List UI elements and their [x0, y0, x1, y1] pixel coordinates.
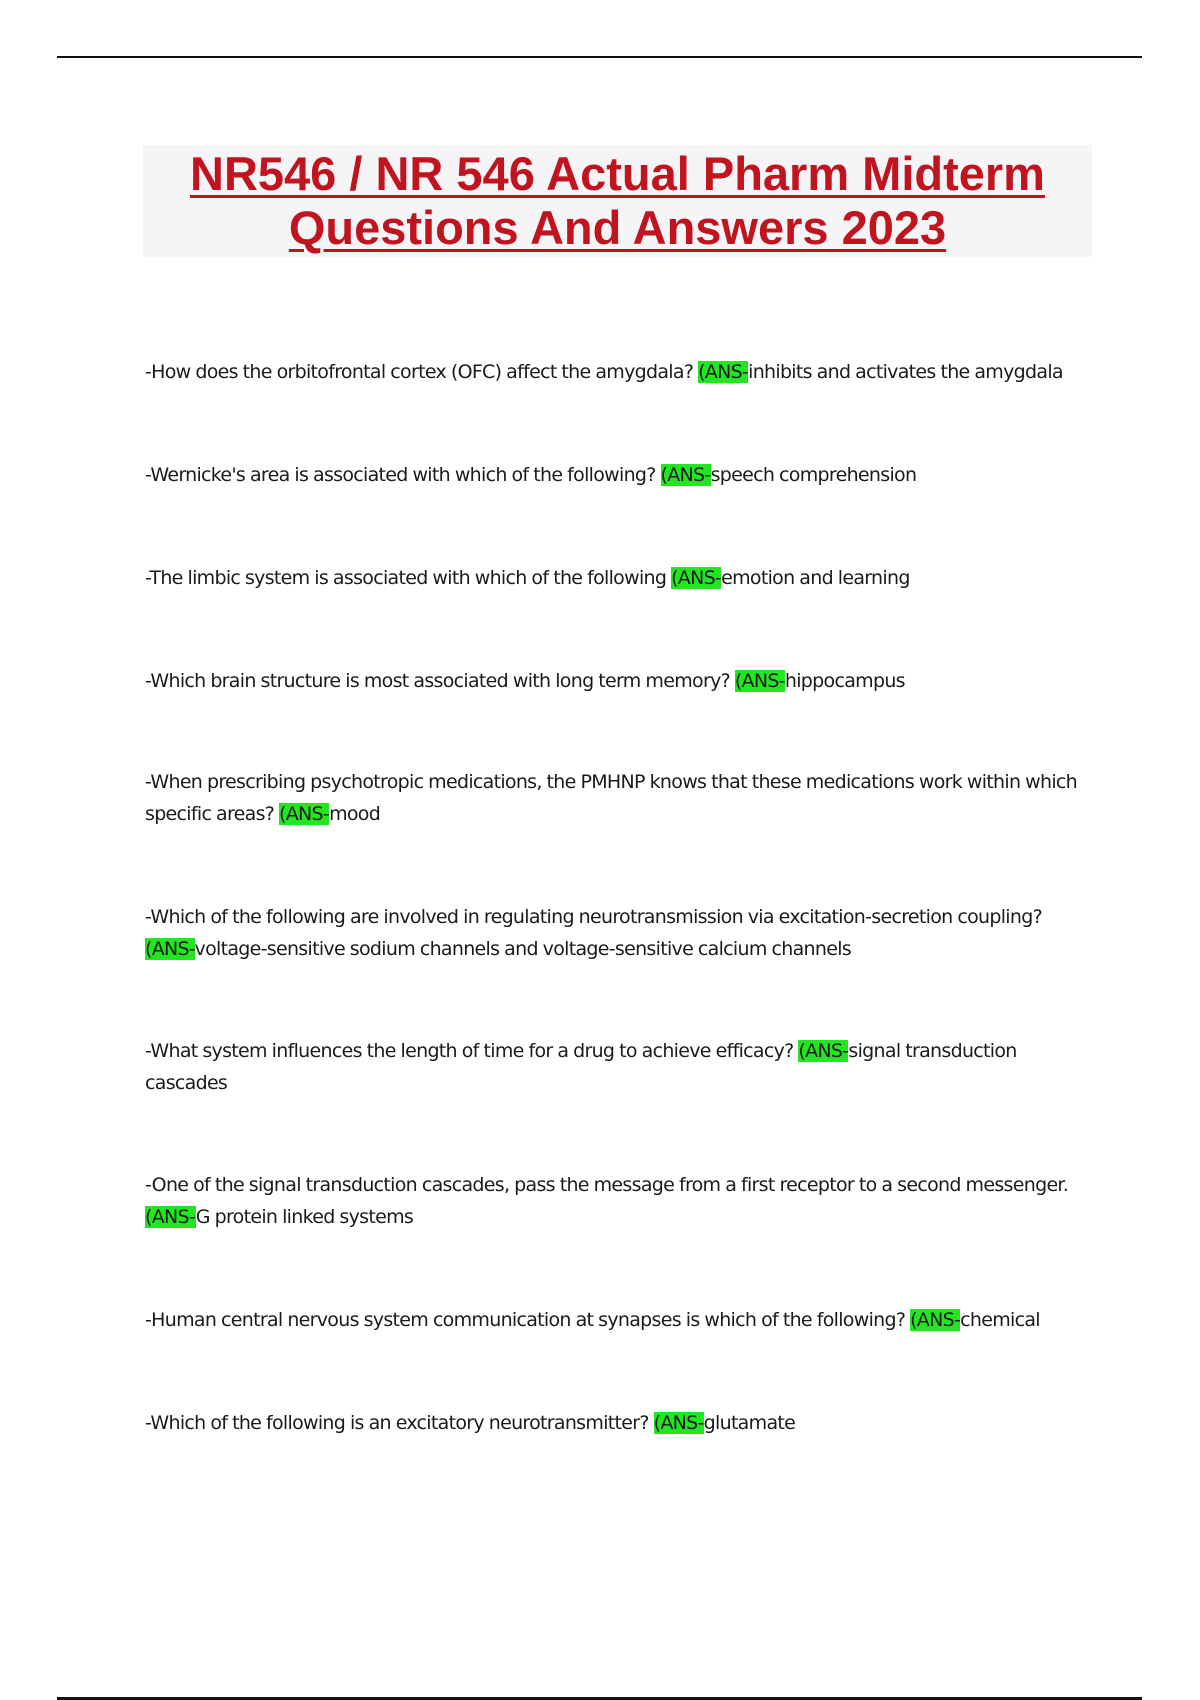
answer-text: glutamate — [703, 1412, 796, 1434]
qa-item-9 — [145, 1304, 1095, 1336]
qa-item-4 — [145, 665, 1095, 697]
question-text: -Which of the following is an excitatory neurotransmitter? — [145, 1412, 654, 1434]
answer-text: emotion and learning — [721, 567, 910, 589]
question-text: -Human central nervous system communication at synapses is which of the following? — [145, 1309, 911, 1331]
qa-item-6 — [145, 901, 1095, 965]
answer-text: G protein linked systems — [195, 1206, 414, 1228]
title-line-1: NR546 / NR 546 Actual Pharm Midterm — [190, 147, 1045, 200]
ans-marker: (ANS- — [279, 803, 330, 825]
answer-text: inhibits and activates the amygdala — [748, 361, 1063, 383]
question-text: -One of the signal transduction cascades, pass the message from a first receptor to a second messenger. — [145, 1174, 1069, 1196]
question-text: -What system influences the length of time for a drug to achieve efficacy? — [145, 1040, 799, 1062]
ans-marker: (ANS- — [145, 1206, 196, 1228]
question-text: -When prescribing psychotropic medications, the PMHNP knows that these medications work within which specific areas? — [145, 771, 1078, 825]
answer-text: hippocampus — [784, 670, 905, 692]
ans-marker: (ANS- — [910, 1309, 961, 1331]
question-text: -Which of the following are involved in regulating neurotransmission via excitation-secretion coupling? — [145, 906, 1042, 928]
ans-marker: (ANS- — [660, 464, 711, 486]
title-line-2: Questions And Answers 2023 — [288, 201, 947, 254]
ans-marker: (ANS- — [698, 361, 749, 383]
ans-marker: (ANS- — [671, 567, 722, 589]
qa-item-10 — [145, 1407, 1095, 1439]
top-rule — [57, 56, 1142, 58]
qa-item-8 — [145, 1169, 1095, 1233]
ans-marker: (ANS- — [798, 1040, 849, 1062]
question-text: -Wernicke's area is associated with which of the following? — [145, 464, 661, 486]
qa-item-5 — [145, 766, 1095, 830]
qa-item-2 — [145, 459, 1095, 491]
answer-text: mood — [329, 803, 381, 825]
question-text: -How does the orbitofrontal cortex (OFC) affect the amygdala? — [145, 361, 699, 383]
qa-item-3 — [145, 562, 1095, 594]
document-title — [143, 145, 1092, 257]
qa-item-7 — [145, 1035, 1095, 1099]
ans-marker: (ANS- — [653, 1412, 704, 1434]
answer-text: voltage-sensitive sodium channels and voltage-sensitive calcium channels — [194, 938, 851, 960]
qa-item-1 — [145, 356, 1095, 388]
ans-marker: (ANS- — [734, 670, 785, 692]
question-text: -Which brain structure is most associated with long term memory? — [145, 670, 735, 692]
question-text: -The limbic system is associated with which of the following — [145, 567, 672, 589]
answer-text: signal transduction cascades — [145, 1040, 1017, 1094]
answer-text: speech comprehension — [710, 464, 917, 486]
ans-marker: (ANS- — [145, 938, 195, 960]
answer-text: chemical — [960, 1309, 1040, 1331]
